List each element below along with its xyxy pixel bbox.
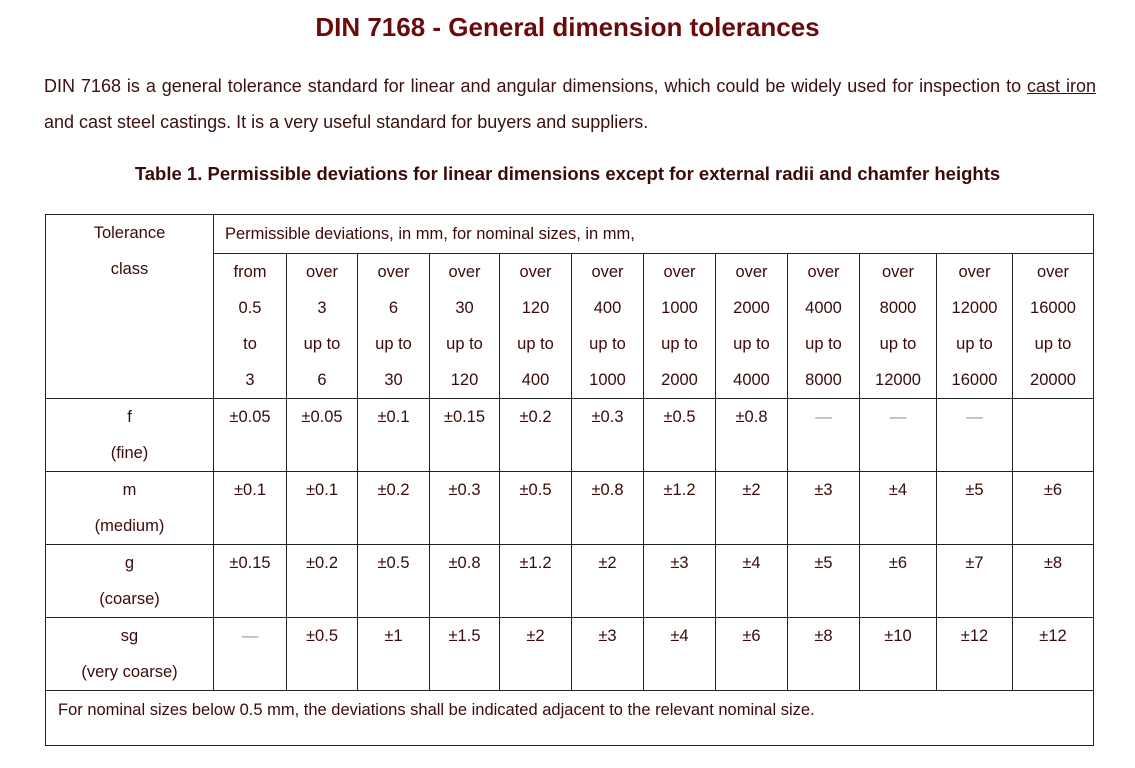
size-range-header bbox=[860, 254, 937, 399]
range-line: up to bbox=[375, 335, 412, 353]
deviation-cell: ±0.15 bbox=[430, 399, 500, 472]
range-line: 4000 bbox=[733, 371, 770, 389]
deviation-cell: — bbox=[937, 399, 1013, 472]
deviation-cell: ±8 bbox=[788, 618, 860, 691]
header-line: Tolerance bbox=[93, 224, 166, 242]
range-line: up to bbox=[879, 335, 917, 353]
tolerance-class-cell bbox=[46, 472, 214, 545]
intro-text-1: DIN 7168 is a general tolerance standard for linear and angular dimensions, which could be widely used for inspection to bbox=[44, 76, 1028, 96]
class-code: f bbox=[127, 408, 132, 426]
size-range-header bbox=[500, 254, 572, 399]
range-line: up to bbox=[517, 335, 554, 353]
deviation-cell: ±2 bbox=[500, 618, 572, 691]
range-line: 16000 bbox=[951, 371, 998, 389]
range-line: 0.5 bbox=[238, 299, 262, 317]
range-line: 120 bbox=[450, 371, 479, 389]
range-line: over bbox=[448, 263, 481, 281]
page-title: DIN 7168 - General dimension tolerances bbox=[315, 12, 820, 42]
deviation-cell: ±6 bbox=[860, 545, 937, 618]
deviation-cell: ±3 bbox=[788, 472, 860, 545]
deviation-cell: ±2 bbox=[716, 472, 788, 545]
deviation-cell: — bbox=[214, 618, 287, 691]
class-description: (fine) bbox=[110, 444, 149, 462]
table-row bbox=[46, 545, 1094, 618]
range-line: 12000 bbox=[875, 371, 921, 389]
range-line: 1000 bbox=[661, 299, 698, 317]
range-line: up to bbox=[303, 335, 341, 353]
range-line: over bbox=[735, 263, 768, 281]
size-range-header bbox=[937, 254, 1013, 399]
deviation-cell: ±0.8 bbox=[572, 472, 644, 545]
range-line: 30 bbox=[384, 371, 403, 389]
range-line: 4000 bbox=[805, 299, 842, 317]
deviation-cell: — bbox=[860, 399, 937, 472]
range-line: 1000 bbox=[589, 371, 626, 389]
cast-iron-link[interactable]: cast iron bbox=[1027, 76, 1096, 96]
range-line: 2000 bbox=[733, 299, 770, 317]
deviation-cell: ±0.5 bbox=[287, 618, 358, 691]
range-line: 6 bbox=[388, 299, 399, 317]
deviation-cell: ±0.8 bbox=[716, 399, 788, 472]
range-line: to bbox=[243, 335, 257, 353]
range-line: 400 bbox=[521, 371, 550, 389]
header-line: class bbox=[110, 260, 149, 278]
range-line: up to bbox=[446, 335, 483, 353]
range-line: 400 bbox=[593, 299, 622, 317]
range-line: 30 bbox=[455, 299, 474, 317]
size-range-header bbox=[1013, 254, 1094, 399]
tolerance-table bbox=[45, 214, 1094, 746]
deviation-cell: ±8 bbox=[1013, 545, 1094, 618]
range-line: up to bbox=[956, 335, 993, 353]
deviation-cell: ±7 bbox=[937, 545, 1013, 618]
deviation-cell: ±0.2 bbox=[358, 472, 430, 545]
table-row bbox=[46, 472, 1094, 545]
size-range-header bbox=[287, 254, 358, 399]
deviation-cell: ±0.2 bbox=[500, 399, 572, 472]
tolerance-class-header bbox=[46, 215, 214, 399]
range-line: up to bbox=[733, 335, 770, 353]
range-line: from bbox=[233, 263, 267, 281]
class-code: sg bbox=[120, 627, 139, 645]
range-line: 3 bbox=[317, 299, 327, 317]
size-range-header bbox=[716, 254, 788, 399]
deviation-cell: ±6 bbox=[716, 618, 788, 691]
deviation-cell: ±0.1 bbox=[214, 472, 287, 545]
tolerance-class-cell bbox=[46, 399, 214, 472]
size-range-header bbox=[430, 254, 500, 399]
range-line: up to bbox=[589, 335, 626, 353]
class-description: (very coarse) bbox=[81, 663, 178, 681]
deviation-cell: ±0.15 bbox=[214, 545, 287, 618]
deviation-cell: ±5 bbox=[937, 472, 1013, 545]
range-line: 2000 bbox=[661, 371, 698, 389]
deviation-cell: ±2 bbox=[572, 545, 644, 618]
deviation-cell: ±0.3 bbox=[572, 399, 644, 472]
deviation-cell: — bbox=[788, 399, 860, 472]
deviation-cell: ±1.2 bbox=[500, 545, 572, 618]
table-caption: Table 1. Permissible deviations for linear dimensions except for external radii and chamfer heights bbox=[134, 163, 1001, 184]
deviation-cell: ±5 bbox=[788, 545, 860, 618]
range-line: 3 bbox=[245, 371, 255, 389]
size-range-header bbox=[214, 254, 287, 399]
deviation-cell: ±0.5 bbox=[644, 399, 716, 472]
size-range-header bbox=[572, 254, 644, 399]
deviation-cell: ±4 bbox=[644, 618, 716, 691]
deviation-cell: ±12 bbox=[1013, 618, 1094, 691]
range-line: 120 bbox=[521, 299, 550, 317]
table-row bbox=[46, 618, 1094, 691]
range-line: over bbox=[881, 263, 915, 281]
deviation-cell: ±4 bbox=[716, 545, 788, 618]
range-line: 8000 bbox=[879, 299, 917, 317]
intro-text-2: and cast steel castings. It is a very useful standard for buyers and suppliers. bbox=[44, 112, 649, 132]
deviation-cell: ±1.2 bbox=[644, 472, 716, 545]
class-description: (coarse) bbox=[99, 590, 160, 608]
range-line: 20000 bbox=[1030, 371, 1076, 389]
range-line: over bbox=[807, 263, 840, 281]
range-line: 12000 bbox=[951, 299, 998, 317]
class-description: (medium) bbox=[94, 517, 165, 535]
deviation-cell: ±0.1 bbox=[287, 472, 358, 545]
deviation-cell: ±0.8 bbox=[430, 545, 500, 618]
deviation-cell: ±0.05 bbox=[287, 399, 358, 472]
class-code: g bbox=[124, 554, 135, 572]
tolerance-class-cell bbox=[46, 618, 214, 691]
deviation-cell: ±4 bbox=[860, 472, 937, 545]
range-line: over bbox=[377, 263, 410, 281]
range-line: 16000 bbox=[1030, 299, 1076, 317]
deviation-cell: ±0.2 bbox=[287, 545, 358, 618]
range-line: 6 bbox=[317, 371, 327, 389]
deviation-cell: ±0.3 bbox=[430, 472, 500, 545]
class-code: m bbox=[122, 481, 137, 499]
range-line: over bbox=[1036, 263, 1070, 281]
range-line: over bbox=[305, 263, 339, 281]
size-range-header bbox=[358, 254, 430, 399]
deviation-cell: ±6 bbox=[1013, 472, 1094, 545]
footnote-row bbox=[46, 691, 1094, 746]
range-line: over bbox=[519, 263, 552, 281]
deviation-cell: ±1 bbox=[358, 618, 430, 691]
footnote: For nominal sizes below 0.5 mm, the deviations shall be indicated adjacent to the relevant nominal size. bbox=[46, 691, 1094, 746]
deviation-cell: ±3 bbox=[644, 545, 716, 618]
deviation-cell: ±0.5 bbox=[500, 472, 572, 545]
table-row bbox=[46, 399, 1094, 472]
size-range-header bbox=[644, 254, 716, 399]
permissible-deviations-header: Permissible deviations, in mm, for nominal sizes, in mm, bbox=[214, 215, 1094, 254]
range-line: up to bbox=[1034, 335, 1072, 353]
deviation-cell: ±10 bbox=[860, 618, 937, 691]
range-line: over bbox=[663, 263, 696, 281]
deviation-cell: ±12 bbox=[937, 618, 1013, 691]
range-line: over bbox=[591, 263, 624, 281]
deviation-cell: ±3 bbox=[572, 618, 644, 691]
deviation-cell: ±1.5 bbox=[430, 618, 500, 691]
range-line: over bbox=[958, 263, 991, 281]
range-line: up to bbox=[661, 335, 698, 353]
deviation-cell bbox=[1013, 399, 1094, 472]
tolerance-class-cell bbox=[46, 545, 214, 618]
range-line: 8000 bbox=[805, 371, 842, 389]
deviation-cell: ±0.1 bbox=[358, 399, 430, 472]
size-range-header bbox=[788, 254, 860, 399]
range-line: up to bbox=[805, 335, 842, 353]
deviation-cell: ±0.5 bbox=[358, 545, 430, 618]
header-row bbox=[46, 215, 1094, 254]
intro-paragraph bbox=[44, 68, 1096, 140]
deviation-cell: ±0.05 bbox=[214, 399, 287, 472]
